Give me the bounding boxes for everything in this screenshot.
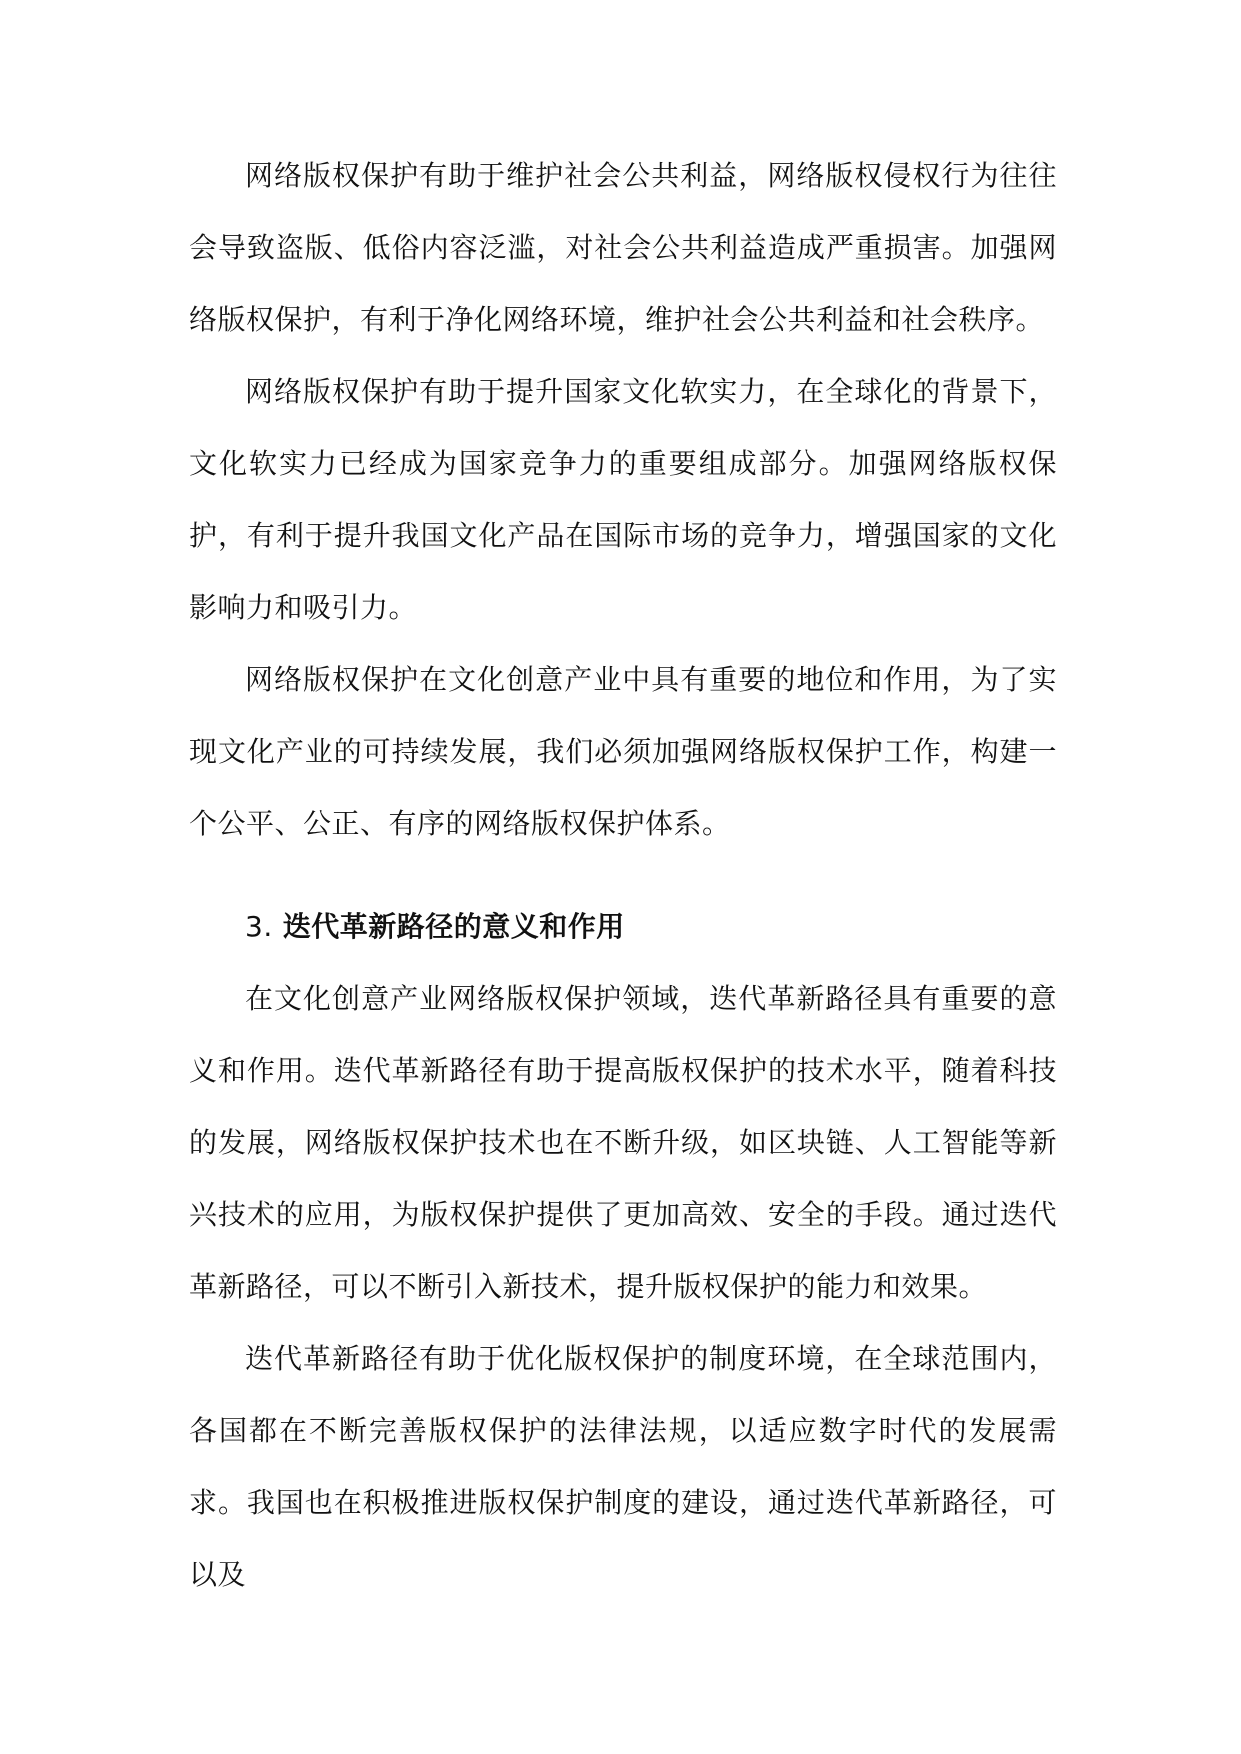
- paragraph-iteration-institution: 迭代革新路径有助于优化版权保护的制度环境，在全球范围内，各国都在不断完善版权保护的法律法规，以适应数字时代的发展需求。我国也在积极推进版权保护制度的建设，通过迭代革新路径，可以及: [189, 1342, 1057, 1591]
- document-body: [189, 140, 1057, 1611]
- paragraph-soft-power: 网络版权保护有助于提升国家文化软实力，在全球化的背景下，文化软实力已经成为国家竞争力的重要组成部分。加强网络版权保护，有利于提升我国文化产品在国际市场的竞争力，增强国家的文化影响力和吸引力。: [189, 375, 1057, 624]
- paragraph-public-interest: 网络版权保护有助于维护社会公共利益，网络版权侵权行为往往会导致盗版、低俗内容泛滥，对社会公共利益造成严重损害。加强网络版权保护，有利于净化网络环境，维护社会公共利益和社会秩序。: [189, 159, 1057, 336]
- section-title: 迭代革新路径的意义和作用: [282, 910, 625, 943]
- paragraph-iteration-technology: 在文化创意产业网络版权保护领域，迭代革新路径具有重要的意义和作用。迭代革新路径有助于提高版权保护的技术水平，随着科技的发展，网络版权保护技术也在不断升级，如区块链、人工智能等新兴技术的应用，为版权保护提供了更加高效、安全的手段。通过迭代革新路径，可以不断引入新技术，提升版权保护的能力和效果。: [189, 982, 1057, 1303]
- section-number: 3.: [245, 910, 273, 943]
- paragraph-industry-role: 网络版权保护在文化创意产业中具有重要的地位和作用，为了实现文化产业的可持续发展，我们必须加强网络版权保护工作，构建一个公平、公正、有序的网络版权保护体系。: [189, 663, 1057, 840]
- section-heading: [189, 891, 1057, 963]
